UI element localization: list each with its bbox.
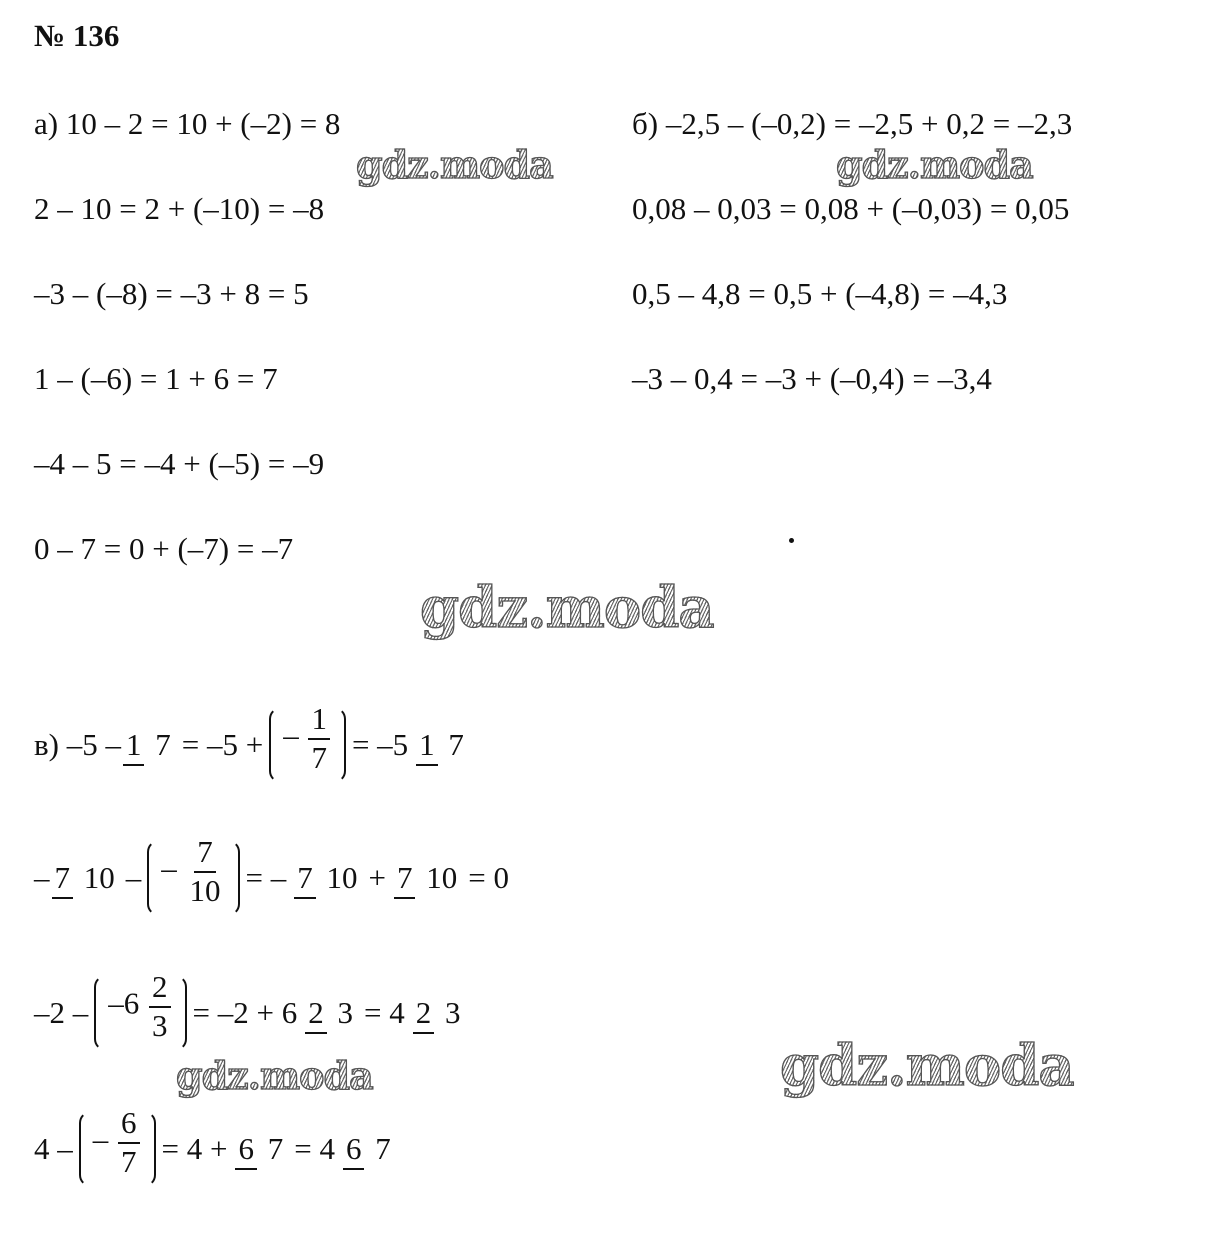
equation-v-2 [34,833,515,923]
parentheses [147,836,239,920]
fraction [416,727,467,763]
numerator: 6 [343,1131,365,1170]
denominator: 10 [83,860,115,895]
numerator: 7 [194,836,216,873]
equation-a-6: 0 – 7 = 0 + (–7) = –7 [34,531,294,566]
eq-v1-mid: = –5 + [181,727,264,762]
equation-b-3: 0,5 – 4,8 = 0,5 + (–4,8) = –4,3 [632,276,1008,311]
equation-b-2: 0,08 – 0,03 = 0,08 + (–0,03) = 0,05 [632,191,1070,226]
minus-sign: – [34,860,50,895]
equation-a-5: –4 – 5 = –4 + (–5) = –9 [34,446,325,481]
fraction [187,836,224,907]
minus-sign: – [161,850,177,886]
stray-dot [789,538,794,543]
denominator: 10 [326,860,358,895]
numerator: 6 [235,1131,257,1170]
numerator: 6 [118,1107,140,1144]
plus-sign: + [368,860,386,895]
watermark-logo: gdz.moda [836,142,1033,187]
denominator: 3 [152,1007,168,1043]
numerator: 7 [294,860,316,899]
mixed-whole: –6 [108,985,140,1021]
fraction [294,860,360,896]
equation-a-1: а) 10 – 2 = 10 + (–2) = 8 [34,106,341,141]
watermark-logo: gdz.moda [356,142,553,187]
eq-v1-eq: = –5 [351,727,409,762]
equation-b-4: –3 – 0,4 = –3 + (–0,4) = –3,4 [632,361,992,396]
minus-sign: – [125,860,142,895]
parentheses [79,1107,156,1191]
watermark-logo: gdz.moda [420,575,714,641]
numerator: 7 [394,860,416,899]
fraction [123,727,174,763]
equation-v-1 [34,700,469,790]
numerator: 1 [416,727,438,766]
denominator: 10 [426,860,458,895]
eq-v4-mid: = 4 + [161,1131,228,1166]
fraction [305,995,356,1031]
numerator: 2 [305,995,327,1034]
denominator: 10 [189,872,221,908]
eq-v3-mid: = –2 + 6 [192,995,298,1030]
numerator: 2 [149,971,171,1008]
eq-v4-eq: = 4 [294,1131,335,1166]
fraction [235,1131,286,1167]
numerator: 2 [413,995,435,1034]
equals-minus: = – [245,860,287,895]
fraction [394,860,460,896]
parentheses [94,971,186,1055]
minus-sign: – [92,1121,109,1157]
result: = 0 [468,860,509,895]
denominator: 3 [337,995,353,1030]
eq-v1-prefix: в) –5 – [34,727,121,762]
numerator: 7 [52,860,74,899]
minus-sign: – [283,717,299,753]
equation-v-3 [34,968,465,1058]
equation-a-3: –3 – (–8) = –3 + 8 = 5 [34,276,309,311]
denominator: 7 [121,1143,137,1179]
equation-a-2: 2 – 10 = 2 + (–10) = –8 [34,191,325,226]
parentheses [269,703,346,787]
denominator: 3 [444,995,461,1030]
eq-v4-prefix: 4 – [34,1131,73,1166]
denominator: 7 [375,1131,391,1166]
denominator: 7 [311,739,327,775]
numerator: 1 [123,727,145,766]
numerator: 1 [308,703,330,740]
eq-v3-prefix: –2 – [34,995,89,1030]
denominator: 7 [155,727,171,762]
fraction [118,1107,140,1178]
fraction [52,860,118,896]
page-title: № 136 [34,18,120,53]
watermark-logo: gdz.moda [176,1053,373,1098]
equation-b-1: б) –2,5 – (–0,2) = –2,5 + 0,2 = –2,3 [632,106,1073,141]
equation-v-4 [34,1104,396,1194]
fraction [343,1131,394,1167]
eq-v3-eq: = 4 [363,995,405,1030]
equation-a-4: 1 – (–6) = 1 + 6 = 7 [34,361,278,396]
denominator: 7 [448,727,464,762]
denominator: 7 [267,1131,284,1166]
fraction [413,995,464,1031]
fraction [149,971,171,1042]
watermark-logo: gdz.moda [780,1033,1074,1099]
fraction [308,703,330,774]
